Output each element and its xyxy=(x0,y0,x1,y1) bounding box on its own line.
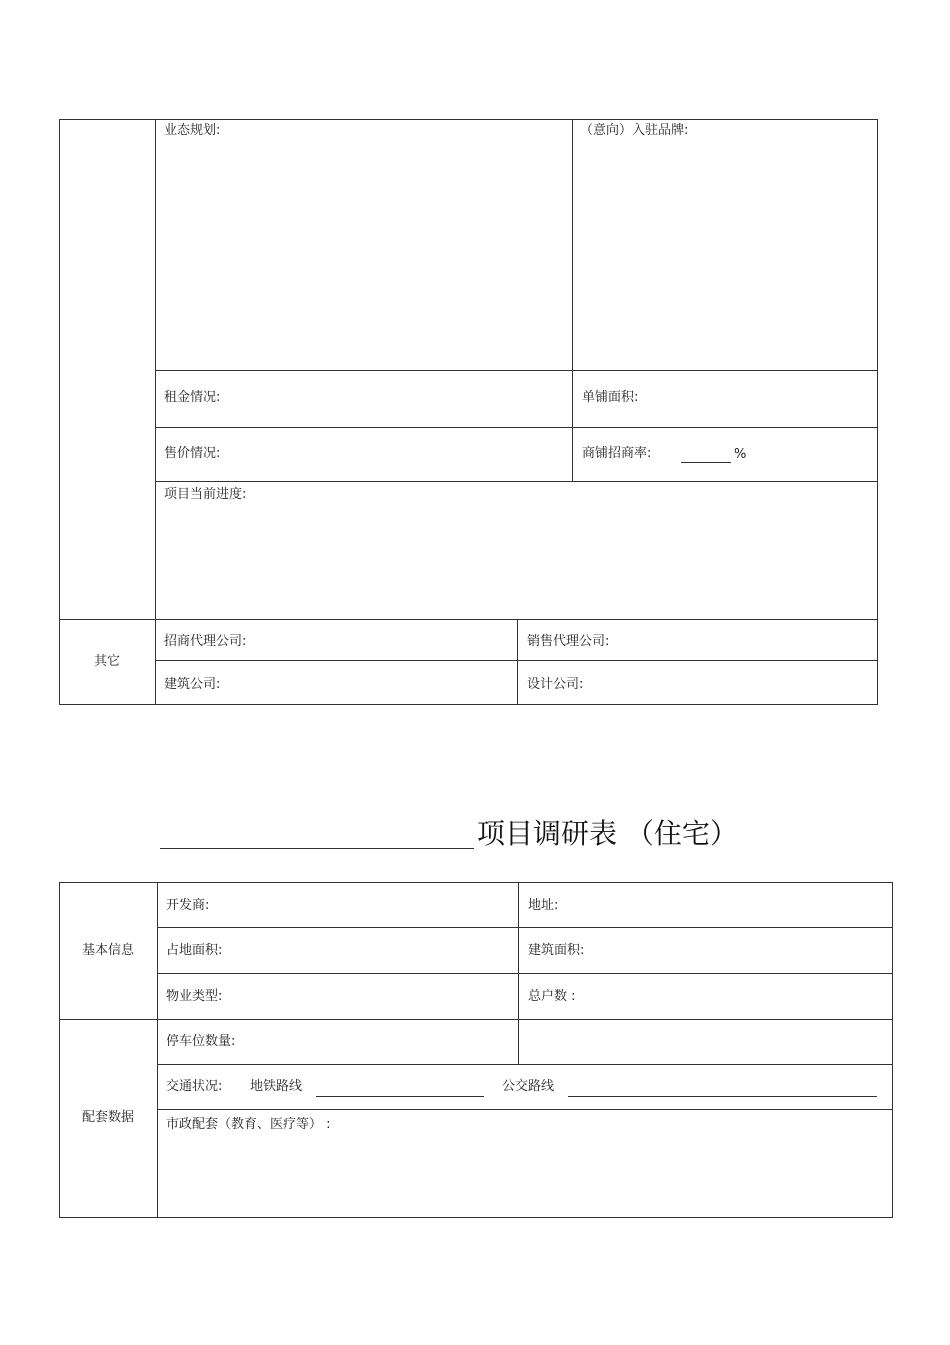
bus-route-blank[interactable] xyxy=(568,1096,877,1097)
property-type-label: 物业类型: xyxy=(166,989,223,1004)
table1-row-line xyxy=(155,660,878,661)
table1-col-divider-left xyxy=(155,119,156,705)
sale-price-label: 售价情况: xyxy=(164,446,221,461)
building-area-label: 建筑面积: xyxy=(528,943,585,958)
other-section-label: 其它 xyxy=(93,654,120,669)
municipal-facilities-label: 市政配套（教育、医疗等） : xyxy=(166,1117,331,1132)
table1-row-line xyxy=(155,481,878,482)
leasing-agent-label: 招商代理公司: xyxy=(164,634,247,649)
facilities-section-label: 配套数据 xyxy=(81,1110,134,1125)
metro-route-blank[interactable] xyxy=(316,1096,484,1097)
parking-label: 停车位数量: xyxy=(166,1034,236,1049)
leasing-rate-label: 商铺招商率: xyxy=(582,446,652,461)
form-title: 项目调研表 （住宅） xyxy=(477,817,738,850)
format-plan-label: 业态规划: xyxy=(164,123,221,138)
unit-area-label: 单铺面积: xyxy=(582,390,639,405)
project-name-blank[interactable] xyxy=(160,848,474,849)
table1-row-line xyxy=(155,427,878,428)
table2-row-line xyxy=(157,927,893,928)
table2-row-line xyxy=(157,973,893,974)
table2-col-divider-left xyxy=(157,882,158,1218)
table1-row-line xyxy=(155,370,878,371)
table2-row-line xyxy=(59,1019,893,1020)
developer-label: 开发商: xyxy=(166,898,210,913)
bus-label: 公交路线 xyxy=(502,1079,555,1094)
metro-label: 地铁路线 xyxy=(250,1079,303,1094)
basic-info-section-label: 基本信息 xyxy=(81,943,134,958)
sales-agent-label: 销售代理公司: xyxy=(527,634,610,649)
table1-col-divider-lower xyxy=(517,619,518,705)
table2-row-line xyxy=(157,1064,893,1065)
address-label: 地址: xyxy=(528,898,559,913)
construction-company-label: 建筑公司: xyxy=(164,677,221,692)
design-company-label: 设计公司: xyxy=(527,677,584,692)
traffic-label: 交通状况: xyxy=(166,1079,223,1094)
progress-label: 项目当前进度: xyxy=(164,487,247,502)
table2-row-line xyxy=(157,1109,893,1110)
table-commercial-details xyxy=(59,119,878,705)
brands-label: （意向）入驻品牌: xyxy=(580,123,689,138)
percent-sign: % xyxy=(734,447,747,462)
households-label: 总户数 : xyxy=(528,989,576,1004)
table-residential-survey xyxy=(59,882,893,1218)
table1-row-line xyxy=(59,619,878,620)
land-area-label: 占地面积: xyxy=(166,943,223,958)
leasing-rate-blank[interactable] xyxy=(681,462,731,463)
rent-label: 租金情况: xyxy=(164,390,221,405)
